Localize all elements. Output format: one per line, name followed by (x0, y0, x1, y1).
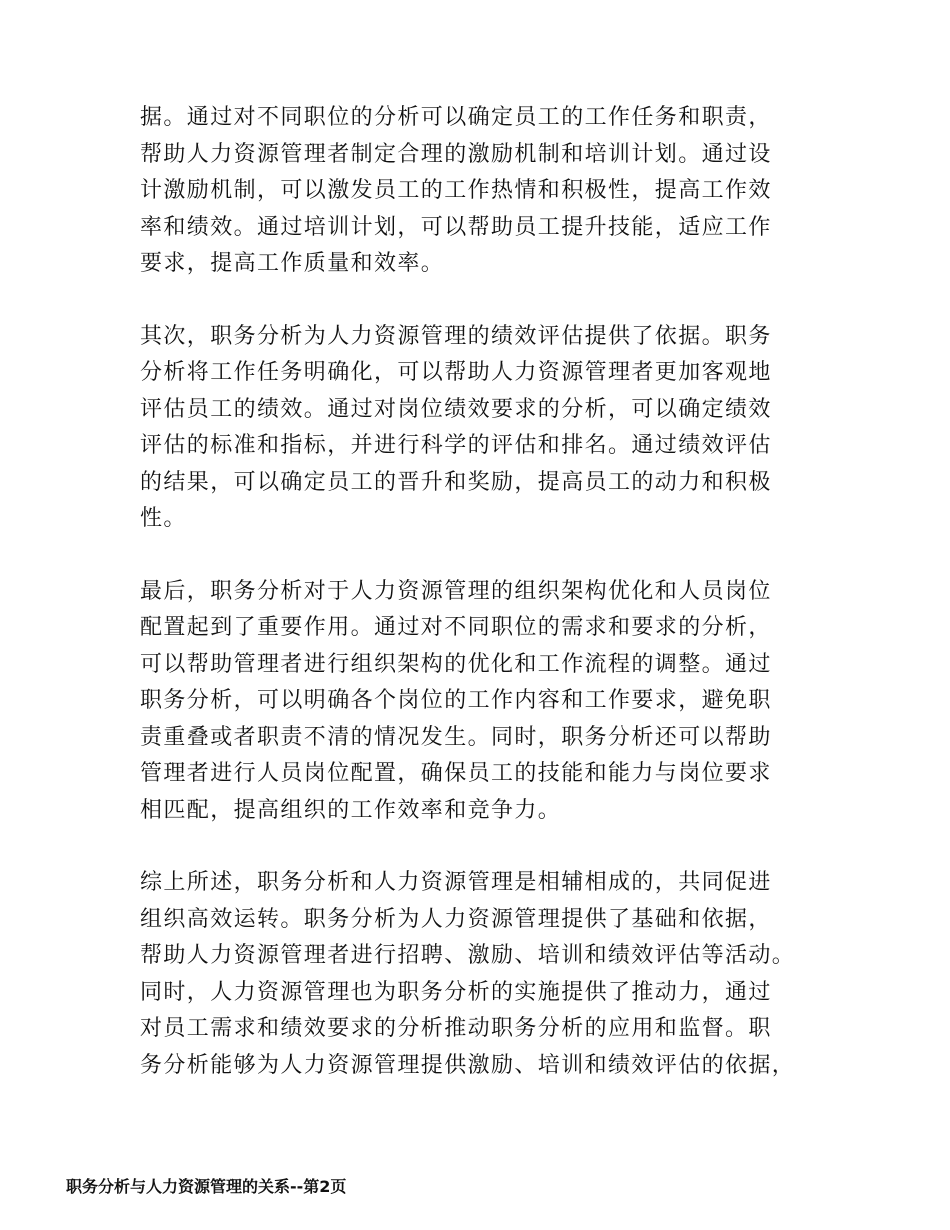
paragraph-3 (140, 574, 830, 830)
text-line: 组织高效运转。职务分析为人力资源管理提供了基础和依据， (140, 906, 772, 932)
text-line: 性。 (140, 506, 187, 531)
text-line: 责重叠或者职责不清的情况发生。同时，职务分析还可以帮助 (140, 724, 772, 750)
paragraph-1 (140, 100, 830, 283)
text-line: 相匹配，提高组织的工作效率和竞争力。 (140, 797, 562, 823)
text-line: 帮助人力资源管理者进行招聘、激励、培训和绩效评估等活动。 (140, 943, 796, 968)
text-line: 对员工需求和绩效要求的分析推动职务分析的应用和监督。职 (140, 1016, 772, 1041)
document-body (140, 100, 830, 1120)
page-footer: 职务分析与人力资源管理的关系--第2页 (66, 1177, 347, 1196)
text-line: 管理者进行人员岗位配置，确保员工的技能和能力与岗位要求 (140, 761, 772, 786)
text-line: 务分析能够为人力资源管理提供激励、培训和绩效评估的依据， (140, 1052, 796, 1078)
text-line: 要求，提高工作质量和效率。 (140, 251, 445, 276)
text-line: 可以帮助管理者进行组织架构的优化和工作流程的调整。通过 (140, 651, 772, 677)
text-line: 综上所述，职务分析和人力资源管理是相辅相成的，共同促进 (140, 870, 772, 895)
text-line: 据。通过对不同职位的分析可以确定员工的工作任务和职责， (140, 105, 772, 130)
paragraph-2 (140, 319, 830, 538)
text-line: 同时，人力资源管理也为职务分析的实施提供了推动力，通过 (140, 979, 772, 1005)
text-line: 其次，职务分析为人力资源管理的绩效评估提供了依据。职务 (140, 323, 772, 349)
text-line: 配置起到了重要作用。通过对不同职位的需求和要求的分析， (140, 615, 772, 640)
text-line: 计激励机制，可以激发员工的工作热情和积极性，提高工作效 (140, 178, 772, 203)
text-line: 职务分析，可以明确各个岗位的工作内容和工作要求，避免职 (140, 688, 772, 713)
text-line: 评估的标准和指标，并进行科学的评估和排名。通过绩效评估 (140, 433, 772, 458)
text-line: 率和绩效。通过培训计划，可以帮助员工提升技能，适应工作 (140, 214, 772, 240)
text-line: 帮助人力资源管理者制定合理的激励机制和培训计划。通过设 (140, 141, 772, 167)
text-line: 最后，职务分析对于人力资源管理的组织架构优化和人员岗位 (140, 578, 772, 604)
text-line: 的结果，可以确定员工的晋升和奖励，提高员工的动力和积极 (140, 469, 772, 495)
text-line: 评估员工的绩效。通过对岗位绩效要求的分析，可以确定绩效 (140, 396, 772, 422)
text-line: 分析将工作任务明确化，可以帮助人力资源管理者更加客观地 (140, 360, 772, 385)
paragraph-4 (140, 865, 830, 1084)
